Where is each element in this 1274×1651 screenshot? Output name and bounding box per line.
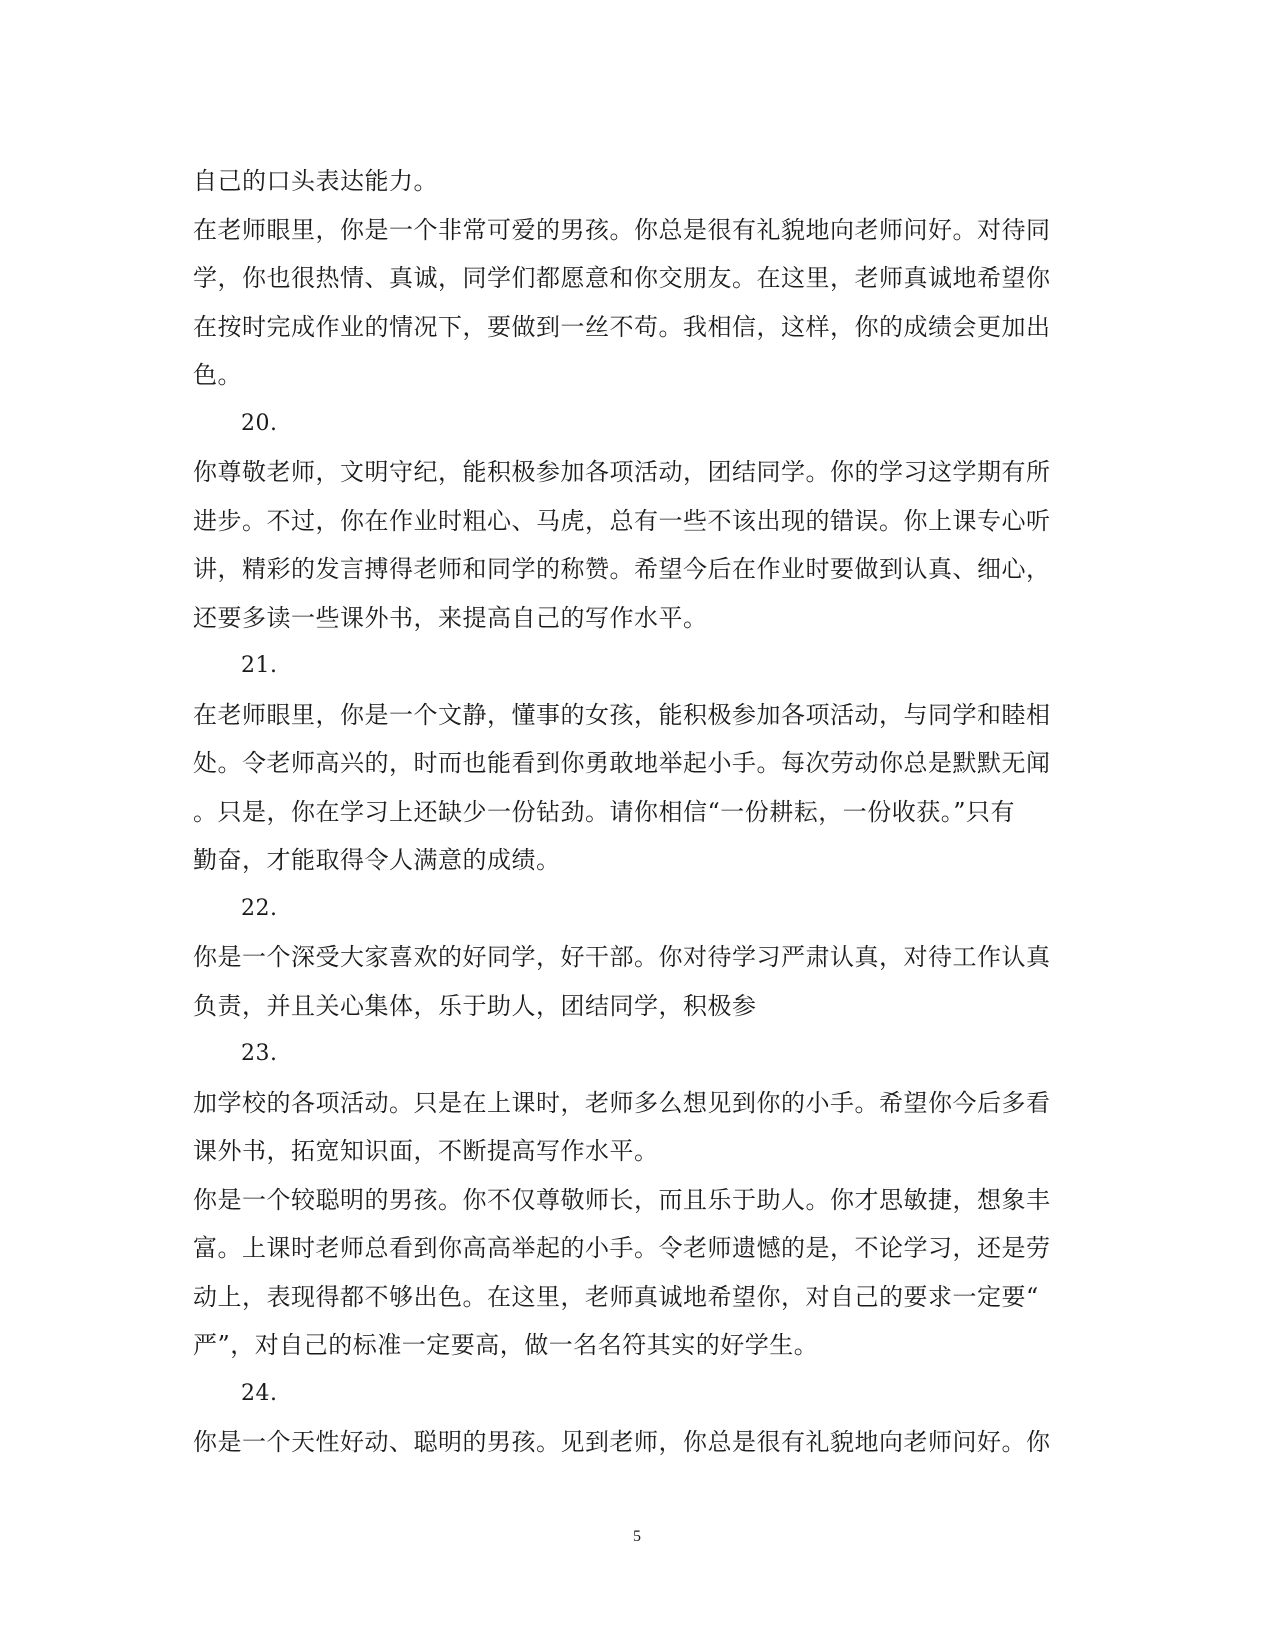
document-body xyxy=(193,157,1073,1467)
item-number: 23. xyxy=(241,1041,278,1066)
text-line: 还要多读一些课外书，来提高自己的写作水平。 xyxy=(193,603,708,632)
item-number: 24. xyxy=(241,1380,278,1406)
item-number: 20. xyxy=(241,410,278,436)
page-number: 5 xyxy=(633,1528,641,1545)
text-line: 在按时完成作业的情况下，要做到一丝不苟。我相信，这样，你的成绩会更加出 xyxy=(193,312,1051,341)
item-number: 21. xyxy=(241,653,278,678)
text-line: 处。令老师高兴的，时而也能看到你勇敢地举起小手。每次劳动你总是默默无闻 xyxy=(193,749,1051,777)
text-line: 富。上课时老师总看到你高高举起的小手。令老师遗憾的是，不论学习，还是劳 xyxy=(193,1234,1051,1262)
text-line: 。只是，你在学习上还缺少一份钻劲。请你相信“一份耕耘，一份收获。”只有 xyxy=(193,797,1016,826)
text-line: 讲，精彩的发言搏得老师和同学的称赞。希望今后在作业时要做到认真、细心， xyxy=(193,555,1051,583)
text-line: 勤奋，才能取得令人满意的成绩。 xyxy=(193,846,561,874)
text-line: 你是一个天性好动、聪明的男孩。见到老师，你总是很有礼貌地向老师问好。你 xyxy=(193,1428,1051,1456)
text-line: 在老师眼里，你是一个非常可爱的男孩。你总是很有礼貌地向老师问好。对待同 xyxy=(193,215,1051,244)
text-line: 学，你也很热情、真诚，同学们都愿意和你交朋友。在这里，老师真诚地希望你 xyxy=(193,264,1051,292)
text-line: 你是一个深受大家喜欢的好同学，好干部。你对待学习严肃认真，对待工作认真 xyxy=(193,943,1051,971)
text-line: 你尊敬老师，文明守纪，能积极参加各项活动，团结同学。你的学习这学期有所 xyxy=(193,458,1051,486)
text-line: 色。 xyxy=(193,361,242,389)
text-line: 自己的口头表达能力。 xyxy=(193,167,438,195)
text-line: 严”，对自己的标准一定要高，做一名名符其实的好学生。 xyxy=(193,1331,819,1359)
text-line: 负责，并且关心集体，乐于助人，团结同学，积极参 xyxy=(193,991,757,1020)
text-line: 加学校的各项活动。只是在上课时，老师多么想见到你的小手。希望你今后多看 xyxy=(193,1088,1051,1117)
text-line: 动上，表现得都不够出色。在这里，老师真诚地希望你，对自己的要求一定要“ xyxy=(193,1282,1039,1311)
text-line: 在老师眼里，你是一个文静，懂事的女孩，能积极参加各项活动，与同学和睦相 xyxy=(193,700,1051,729)
text-line: 课外书，拓宽知识面，不断提高写作水平。 xyxy=(193,1137,659,1165)
text-line: 你是一个较聪明的男孩。你不仅尊敬师长，而且乐于助人。你才思敏捷，想象丰 xyxy=(193,1185,1051,1214)
item-number: 22. xyxy=(241,895,278,921)
text-line: 进步。不过，你在作业时粗心、马虎，总有一些不该出现的错误。你上课专心听 xyxy=(193,506,1051,535)
